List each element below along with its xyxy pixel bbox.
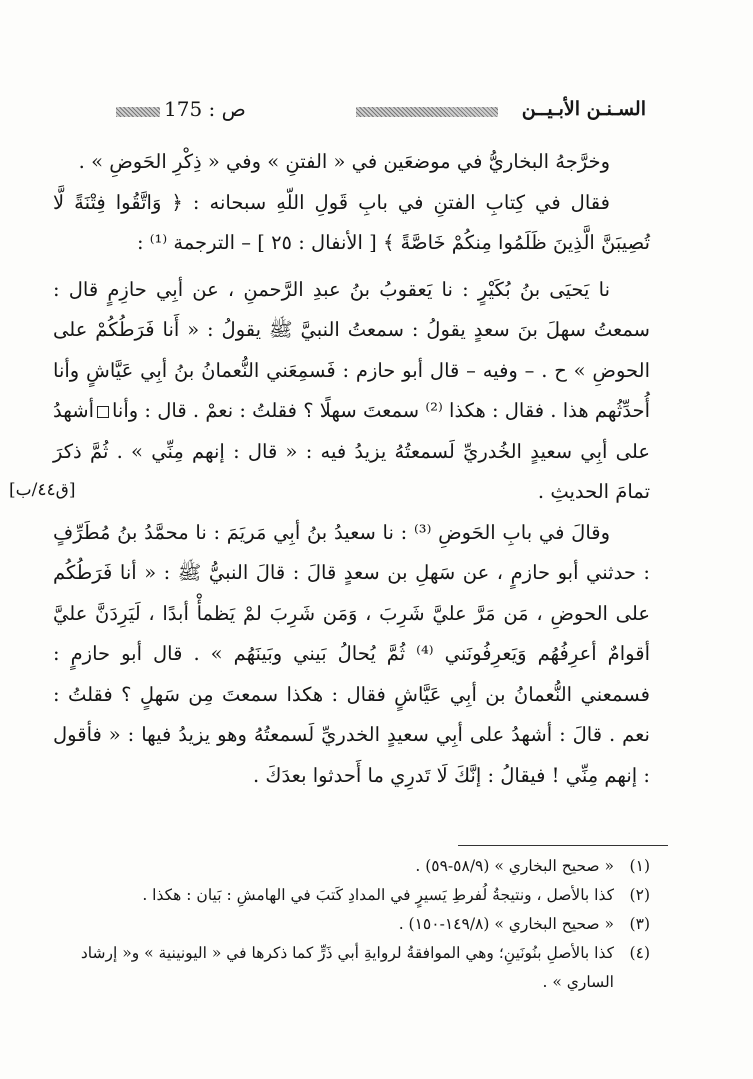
paragraph-3 bbox=[53, 270, 650, 513]
footnote-divider bbox=[458, 845, 668, 846]
paragraph-1: وخرَّجهُ البخاريُّ في موضعَين في « الفتنِ » وفي « ذِكْرِ الحَوضِ » . bbox=[78, 150, 610, 173]
manuscript-folio-note: [ق٤٤/ب] bbox=[9, 480, 76, 500]
folio-marker-icon bbox=[97, 406, 109, 418]
footnote-text: كذا بالأصلِ بنُونَينِ؛ وهي الموافقةُ لروايةِ أبي ذَرٍّ كما ذكرها في « اليونينية » و« إرشاد الساري » . bbox=[80, 944, 614, 991]
footnote-number: (١) bbox=[629, 857, 650, 875]
header-ornament-right bbox=[356, 107, 498, 117]
paragraph-2 bbox=[53, 183, 650, 264]
footnote-text: « صحيح البخاري » (٥٨/٩-٥٩) . bbox=[415, 857, 614, 875]
main-text bbox=[53, 142, 650, 796]
page-number: ص : 175 bbox=[164, 97, 246, 121]
footnote-text: كذا بالأصل ، ونتيجةُ لُفرطِ يَسيرٍ في المدادِ كَتبَ في الهامشِ : بَيان : هكذا . bbox=[142, 886, 614, 904]
page-header bbox=[116, 97, 646, 122]
paragraph-2-intro: فقال في كِتابِ الفتنِ في بابِ قَولِ اللّهِ سبحانه : bbox=[182, 190, 610, 214]
paragraph-3-part-2: أشهدُ على أبِي سعيدٍ الخُدريِّ لَسمعتُهُ يزيدُ فيه : « قال : إنهم مِنِّي » . ثُمَّ ذكرَ تمامَ الحديثِ . bbox=[53, 399, 650, 503]
paragraph-2-citation: [ الأنفال : ٢٥ ] – الترجمة ⁽¹⁾ : bbox=[136, 231, 383, 254]
footnote-4 bbox=[70, 939, 650, 997]
footnote-2 bbox=[70, 881, 650, 910]
paragraph-3-part-1: نا يَحيَى بنُ بُكَيْرٍ : نا يَعقوبُ بنُ عبدِ الرَّحمنِ ، عن أبِي حازِمٍ قال : سمعتُ سهلَ بنَ سعدٍ يقولُ : سمعتُ النبيَّ ﷺ يقولُ : « أَنا فَرَطُكُمْ على الحوضِ » ح . – وفيه – قال أبو حازم : فَسمِعَني النُّعمانُ بنُ أبِي عَيَّاشٍ وأنا أُحدِّثُهم هذا . فقال : هكذا ⁽²⁾ سمعتَ سهلًا ؟ فقلتُ : نعمْ . قال : وأنا bbox=[53, 277, 650, 422]
header-ornament-left bbox=[116, 107, 160, 117]
footnote-number: (٤) bbox=[629, 944, 650, 962]
footnotes bbox=[70, 852, 650, 997]
footnote-number: (٣) bbox=[629, 915, 650, 933]
footnote-text: « صحيح البخاري » (١٤٩/٨-١٥٠) . bbox=[398, 915, 614, 933]
paragraph-4: وقالَ في بابِ الحَوضِ ⁽³⁾ : نا سعيدُ بنُ أبِي مَريَمَ : نا محمَّدُ بنُ مُطَرِّفٍ : حدثني أبو حازمٍ ، عن سَهلِ بن سعدٍ قالَ : قالَ النبيُّ ﷺ : « أنا فَرَطُكُم على الحوضِ ، مَن مَرَّ عليَّ شَرِبَ ، وَمَن شَرِبَ لمْ يَظمأْ أبدًا ، لَيَرِدَنَّ عليَّ أقوامٌ أعرِفُهُم وَيَعرِفُونَني ⁽⁴⁾ ثُمَّ يُحالُ بَيني وبَينَهُم » . قال أبو حازمٍ : فسمعني النُّعمانُ بن أبِي عَيَّاشٍ فقال : هكذا سمعتَ مِن سَهلٍ ؟ فقلتُ : نعم . قالَ : أشهدُ على أبِي سعيدٍ الخدريِّ لَسمعتُهُ وهو يزيدُ فيها : « فأقول : إنهم مِنِّي ! فيقالُ : إنَّكَ لَا تَدرِي ما أَحدثوا بعدَكَ . bbox=[53, 520, 650, 787]
quran-verse: ﴿ وَاتَّقُوا فِتْنَةً لَّا تُصِيبَنَّ الَّذِينَ ظَلَمُوا مِنكُمْ خَاصَّةً ﴾ bbox=[53, 190, 650, 254]
footnote-3 bbox=[70, 910, 650, 939]
running-title: السـنـن الأبـيــن bbox=[521, 98, 646, 120]
footnote-number: (٢) bbox=[629, 886, 650, 904]
footnote-1 bbox=[70, 852, 650, 881]
